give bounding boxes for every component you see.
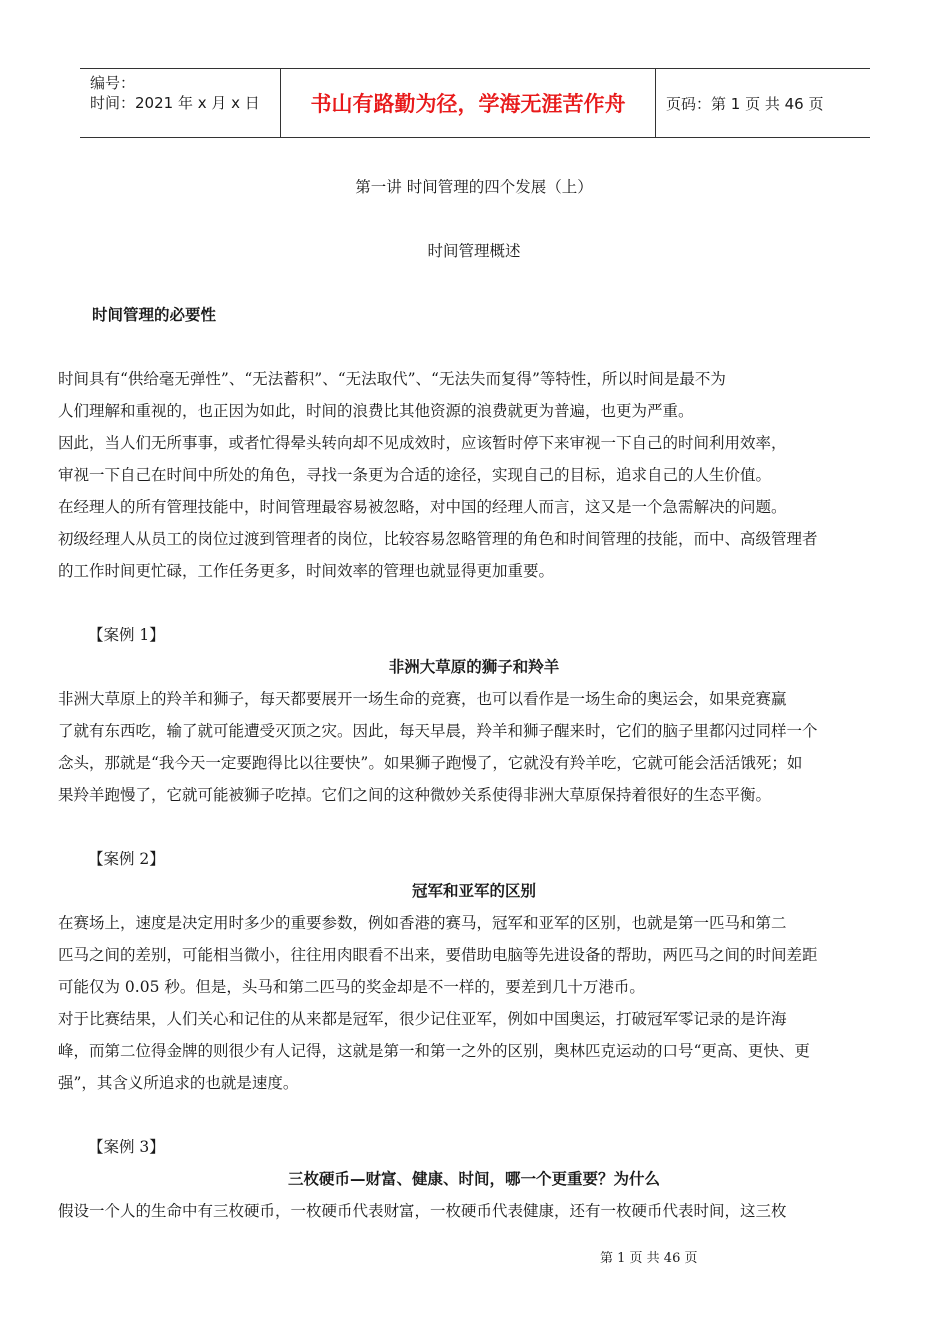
paragraph-line: 可能仅为 0.05 秒。但是，头马和第二匹马的奖金却是不一样的，要差到几十万港币。 (58, 978, 645, 996)
paragraph-line: 初级经理人从员工的岗位过渡到管理者的岗位，比较容易忽略管理的角色和时间管理的技能，而中、高级管理者 (58, 530, 818, 548)
case-label: 【案例 1】 (88, 626, 165, 644)
paragraph-line: 强”，其含义所追求的也就是速度。 (58, 1074, 299, 1092)
subsection-title: 时间管理的必要性 (92, 306, 217, 324)
paragraph-line: 的工作时间更忙碌，工作任务更多，时间效率的管理也就显得更加重要。 (58, 562, 555, 580)
page-footer: 第 1 页 共 46 页 (600, 1251, 698, 1266)
paragraph-line: 非洲大草原上的羚羊和狮子，每天都要展开一场生命的竞赛，也可以看作是一场生命的奥运会，如果竞赛赢 (58, 690, 787, 708)
paragraph-line: 人们理解和重视的，也正因为如此，时间的浪费比其他资源的浪费就更为普遍，也更为严重。 (58, 402, 694, 420)
paragraph-line: 匹马之间的差别，可能相当微小，往往用肉眼看不出来，要借助电脑等先进设备的帮助，两匹马之间的时间差距 (58, 946, 818, 964)
paragraph-line: 在经理人的所有管理技能中，时间管理最容易被忽略，对中国的经理人而言，这又是一个急需解决的问题。 (58, 498, 787, 516)
header-page-label: 页码：第 1 页 共 46 页 (666, 94, 824, 113)
paragraph-line: 了就有东西吃，输了就可能遭受灭顶之灾。因此，每天早晨，羚羊和狮子醒来时，它们的脑子里都闪过同样一个 (58, 722, 818, 740)
paragraph-line: 因此，当人们无所事事，或者忙得晕头转向却不见成效时，应该暂时停下来审视一下自己的时间利用效率， (58, 434, 787, 452)
case-label: 【案例 3】 (88, 1138, 165, 1156)
paragraph-line: 假设一个人的生命中有三枚硬币，一枚硬币代表财富，一枚硬币代表健康，还有一枚硬币代表时间，这三枚 (58, 1202, 787, 1220)
paragraph-line: 在赛场上，速度是决定用时多少的重要参数，例如香港的赛马，冠军和亚军的区别，也就是第一匹马和第二 (58, 914, 787, 932)
paragraph-line: 审视一下自己在时间中所处的角色，寻找一条更为合适的途径，实现自己的目标，追求自己的人生价值。 (58, 466, 772, 484)
page-header (80, 68, 870, 138)
paragraph-line: 峰，而第二位得金牌的则很少有人记得，这就是第一和第一之外的区别，奥林匹克运动的口号“更高、更快、更 (58, 1042, 810, 1060)
lecture-title: 第一讲 时间管理的四个发展（上） (355, 178, 593, 196)
number-label: 编号： (90, 74, 136, 92)
section-title: 时间管理概述 (427, 242, 521, 260)
paragraph-line: 对于比赛结果，人们关心和记住的从来都是冠军，很少记住亚军，例如中国奥运，打破冠军零记录的是许海 (58, 1010, 787, 1028)
case-title: 三枚硬币—财富、健康、时间，哪一个更重要？为什么 (287, 1170, 660, 1188)
paragraph-line: 念头，那就是“我今天一定要跑得比以往要快”。如果狮子跑慢了，它就没有羚羊吃，它就可能会活活饿死；如 (58, 754, 803, 772)
header-info-cell (80, 69, 280, 137)
date-label: 时间：2021 年 x 月 x 日 (90, 94, 260, 112)
case-label: 【案例 2】 (88, 850, 165, 868)
paragraph-line: 果羚羊跑慢了，它就可能被狮子吃掉。它们之间的这种微妙关系使得非洲大草原保持着很好的生态平衡。 (58, 786, 772, 804)
header-motto: 书山有路勤为径，学海无涯苦作舟 (280, 69, 656, 137)
case-title: 非洲大草原的狮子和羚羊 (388, 658, 560, 676)
paragraph-line: 时间具有“供给毫无弹性”、“无法蓄积”、“无法取代”、“无法失而复得”等特性，所以时间是最不为 (58, 370, 726, 388)
case-title: 冠军和亚军的区别 (411, 882, 536, 900)
